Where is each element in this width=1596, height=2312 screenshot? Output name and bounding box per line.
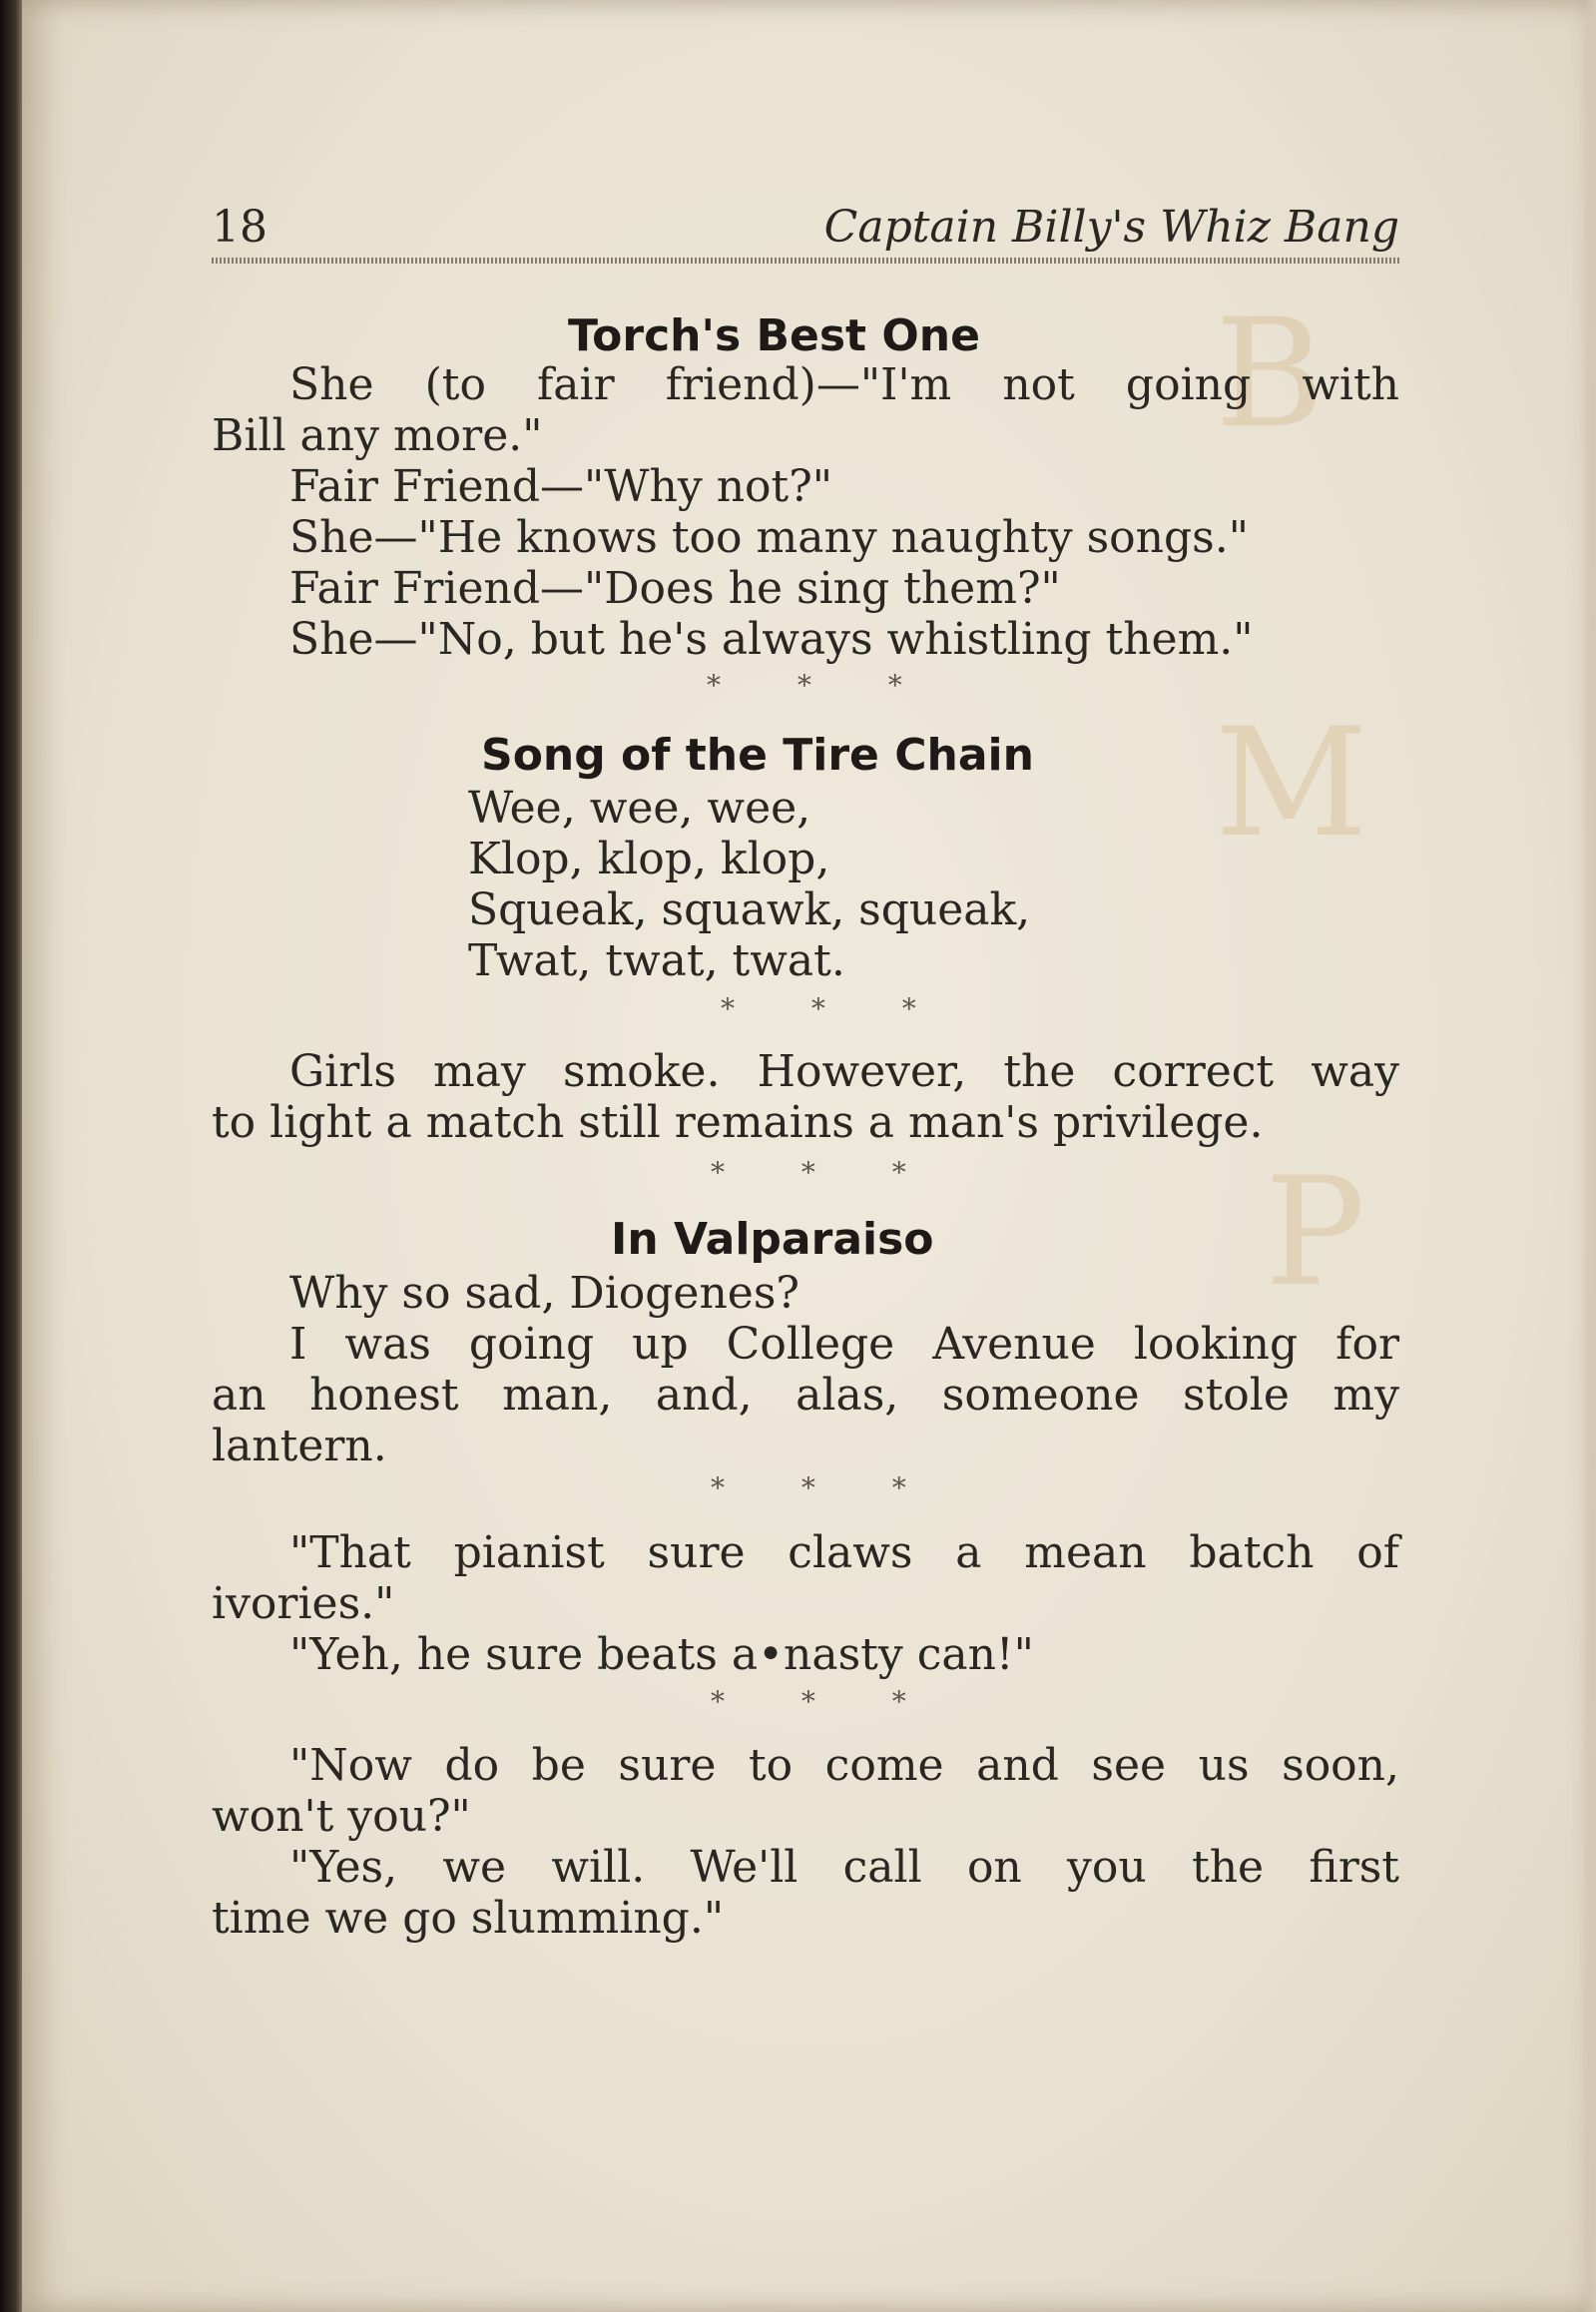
section-separator: * * * [721, 992, 950, 1025]
text-line: "Yes, we will. We'll call on you the first [289, 1842, 1399, 1893]
book-page [22, 0, 1596, 2312]
text-line: ivories." [212, 1578, 395, 1629]
text-line: to light a match still remains a man's privilege. [212, 1097, 1264, 1148]
section-separator: * * * [711, 1685, 940, 1718]
text-line: She—"No, but he's always whistling them." [289, 614, 1254, 665]
text-line: I was going up College Avenue looking for [289, 1319, 1399, 1370]
section-title-in-valparaiso: In Valparaiso [611, 1214, 934, 1265]
text-line: "Yeh, he sure beats a•nasty can!" [289, 1629, 1034, 1680]
text-line: Fair Friend—"Why not?" [289, 461, 833, 512]
page-number: 18 [212, 202, 267, 253]
text-line: "Now do be sure to come and see us soon, [289, 1740, 1399, 1791]
show-through-initial-b: B [1215, 288, 1326, 461]
page-edge-shadow [1582, 0, 1596, 2312]
text-line: Bill any more." [212, 410, 543, 461]
text-line: Girls may smoke. However, the correct way [289, 1046, 1399, 1097]
text-line: lantern. [212, 1421, 387, 1471]
section-separator: * * * [707, 669, 936, 702]
section-separator: * * * [711, 1471, 940, 1504]
verse-line: Squeak, squawk, squeak, [468, 884, 1031, 935]
section-title-torchs-best-one: Torch's Best One [568, 310, 980, 361]
text-line: "That pianist sure claws a mean batch of [289, 1527, 1399, 1578]
text-line: She—"He knows too many naughty songs." [289, 512, 1249, 563]
verse-line: Wee, wee, wee, [468, 783, 811, 834]
text-line: won't you?" [212, 1791, 471, 1842]
verse-line: Klop, klop, klop, [468, 834, 830, 884]
show-through-initial-m: M [1215, 697, 1368, 870]
header-rule [212, 258, 1399, 264]
text-line: Fair Friend—"Does he sing them?" [289, 563, 1061, 614]
show-through-initial-p: P [1265, 1146, 1365, 1320]
text-line: She (to fair friend)—"I'm not going with [289, 359, 1399, 410]
running-title: Captain Billy's Whiz Bang [823, 202, 1399, 253]
text-line: Why so sad, Diogenes? [289, 1268, 800, 1319]
book-spine-edge [0, 0, 22, 2312]
text-line: an honest man, and, alas, someone stole my [212, 1370, 1399, 1421]
running-head [212, 198, 1399, 258]
section-title-song-of-the-tire-chain: Song of the Tire Chain [481, 730, 1034, 781]
text-line: time we go slumming." [212, 1893, 725, 1944]
verse-line: Twat, twat, twat. [468, 935, 845, 986]
section-separator: * * * [711, 1156, 940, 1189]
